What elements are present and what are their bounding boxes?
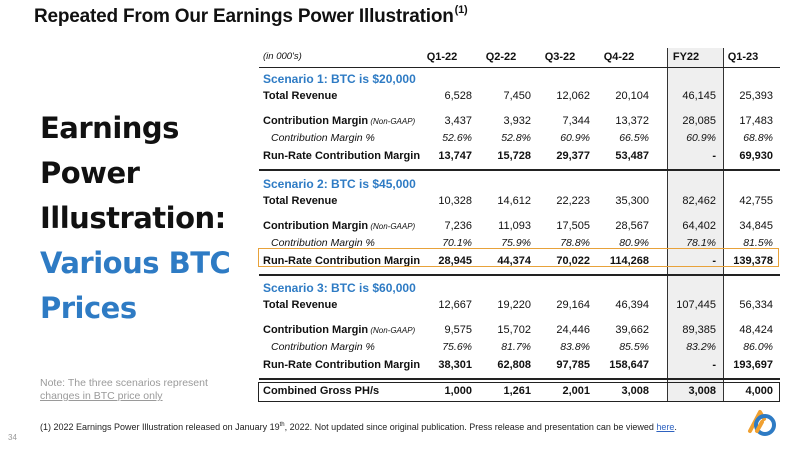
contribution-margin-row-cell: 11,093 [498, 220, 531, 232]
combined-row-box [258, 382, 780, 402]
contribution-margin-pct-row-cell: 60.9% [560, 132, 590, 144]
total-revenue-row-label: Total Revenue [263, 90, 338, 102]
contribution-margin-row [259, 219, 780, 235]
heading-line-3: Illustration: [40, 201, 226, 235]
contribution-margin-pct-row-label: Contribution Margin % [271, 132, 375, 144]
scenario-title-label: Scenario 1: BTC is $20,000 [263, 72, 416, 86]
combined-gross-phs-row-cell: 3,008 [621, 385, 649, 397]
total-revenue-row-label: Total Revenue [263, 195, 338, 207]
runrate-cm-row-label: Run-Rate Contribution Margin [263, 255, 421, 267]
contribution-margin-pct-row-cell: 78.8% [560, 237, 590, 249]
contribution-margin-row-label: Contribution Margin (Non-GAAP) [263, 115, 416, 127]
runrate-cm-row-cell: 15,728 [497, 150, 531, 162]
company-logo [744, 404, 778, 438]
table-divider [259, 274, 780, 276]
combined-gross-phs-row-cell: 4,000 [745, 385, 773, 397]
runrate-cm-row-cell: 28,945 [438, 255, 472, 267]
total-revenue-row-cell: 29,164 [556, 299, 590, 311]
contribution-margin-pct-row [259, 340, 780, 356]
contribution-margin-pct-row-cell: 60.9% [686, 132, 716, 144]
footnote: (1) 2022 Earnings Power Illustration released on January 19th, 2022. Not updated since original publication. Press release and presentation can be viewed here. [40, 422, 677, 432]
total-revenue-row-cell: 46,145 [682, 90, 716, 102]
total-revenue-row [259, 298, 780, 314]
table-divider [259, 378, 780, 380]
runrate-cm-row-cell: 158,647 [609, 359, 649, 371]
scenario-note: Note: The three scenarios represent changes in BTC price only [40, 377, 208, 402]
runrate-cm-row-cell: 114,268 [609, 255, 649, 267]
scenario-title-label: Scenario 3: BTC is $60,000 [263, 281, 416, 295]
slide-title: Repeated From Our Earnings Power Illustration$^{(1)}$ [34, 4, 468, 27]
total-revenue-row-cell: 35,300 [615, 195, 649, 207]
runrate-cm-row-cell: 139,378 [733, 255, 773, 267]
header-row-cell: FY22 [672, 51, 700, 63]
contribution-margin-row-cell: 13,372 [615, 115, 649, 127]
non-gaap-tag: (Non-GAAP) [368, 326, 416, 335]
title-footnote-marker: (1) [454, 4, 468, 16]
scenario-title-label: Scenario 2: BTC is $45,000 [263, 177, 416, 191]
header-row-cell: Q1-22 [426, 51, 458, 63]
total-revenue-row-cell: 20,104 [615, 90, 649, 102]
runrate-cm-row-label: Run-Rate Contribution Margin [263, 359, 421, 371]
contribution-margin-row-cell: 64,402 [682, 220, 716, 232]
combined-gross-phs-row-cell: 1,000 [444, 385, 472, 397]
contribution-margin-row-cell: 7,344 [562, 115, 590, 127]
contribution-margin-row-cell: 3,932 [503, 115, 531, 127]
section-heading [40, 106, 230, 331]
contribution-margin-pct-row-label: Contribution Margin % [271, 237, 375, 249]
contribution-margin-pct-row-cell: 80.9% [619, 237, 649, 249]
contribution-margin-pct-row-cell: 66.5% [619, 132, 649, 144]
contribution-margin-pct-row-cell: 83.2% [686, 341, 716, 353]
combined-gross-phs-row-cell: 2,001 [562, 385, 590, 397]
runrate-cm-row-cell: 44,374 [497, 255, 531, 267]
runrate-cm-row-cell: - [712, 255, 716, 267]
header-row [259, 50, 780, 66]
page-number: 34 [8, 433, 17, 442]
contribution-margin-row-cell: 9,575 [444, 324, 472, 336]
total-revenue-row [259, 194, 780, 210]
runrate-cm-row-cell: - [712, 150, 716, 162]
contribution-margin-pct-row-cell: 81.5% [743, 237, 773, 249]
combined-gross-phs-row-cell: 3,008 [688, 385, 716, 397]
contribution-margin-row [259, 323, 780, 339]
total-revenue-row-cell: 6,528 [444, 90, 472, 102]
runrate-cm-row-cell: 70,022 [556, 255, 590, 267]
scenario-title [259, 71, 780, 87]
total-revenue-row-label: Total Revenue [263, 299, 338, 311]
header-row-cell: Q1-23 [727, 51, 759, 63]
total-revenue-row-cell: 14,612 [497, 195, 531, 207]
runrate-cm-row [259, 149, 780, 165]
table-divider [259, 169, 780, 171]
runrate-cm-row-cell: 29,377 [556, 150, 590, 162]
contribution-margin-pct-row-label: Contribution Margin % [271, 341, 375, 353]
total-revenue-row-cell: 107,445 [676, 299, 716, 311]
total-revenue-row [259, 89, 780, 105]
total-revenue-row-cell: 82,462 [682, 195, 716, 207]
contribution-margin-pct-row-cell: 86.0% [743, 341, 773, 353]
header-row-cell: Q3-22 [544, 51, 576, 63]
heading-line-2: Power [40, 156, 140, 190]
contribution-margin-row-cell: 3,437 [444, 115, 472, 127]
contribution-margin-pct-row-cell: 70.1% [442, 237, 472, 249]
contribution-margin-pct-row [259, 131, 780, 147]
contribution-margin-pct-row-cell: 83.8% [560, 341, 590, 353]
contribution-margin-pct-row-cell: 81.7% [501, 341, 531, 353]
contribution-margin-row [259, 114, 780, 130]
contribution-margin-row-cell: 24,446 [556, 324, 590, 336]
runrate-cm-row-cell: 13,747 [438, 150, 472, 162]
runrate-cm-row-cell: 62,808 [497, 359, 531, 371]
contribution-margin-pct-row-cell: 78.1% [686, 237, 716, 249]
contribution-margin-row-cell: 15,702 [497, 324, 531, 336]
contribution-margin-row-cell: 7,236 [444, 220, 472, 232]
heading-line-4: Various BTC [40, 246, 231, 280]
total-revenue-row-cell: 25,393 [739, 90, 773, 102]
contribution-margin-row-cell: 28,085 [682, 115, 716, 127]
contribution-margin-row-cell: 34,845 [739, 220, 773, 232]
header-row-label: (in 000's) [263, 51, 302, 62]
contribution-margin-pct-row-cell: 52.6% [442, 132, 472, 144]
runrate-cm-row-cell: 38,301 [438, 359, 472, 371]
scenario-title [259, 280, 780, 296]
contribution-margin-row-cell: 39,662 [615, 324, 649, 336]
table-divider [259, 67, 780, 68]
combined-gross-phs-row-cell: 1,261 [503, 385, 531, 397]
press-release-link[interactable]: here [656, 422, 675, 432]
contribution-margin-row-cell: 17,483 [739, 115, 773, 127]
runrate-cm-row-cell: 193,697 [733, 359, 773, 371]
header-row-cell: Q4-22 [603, 51, 635, 63]
contribution-margin-row-cell: 89,385 [682, 324, 716, 336]
total-revenue-row-cell: 7,450 [503, 90, 531, 102]
header-row-cell: Q2-22 [485, 51, 517, 63]
total-revenue-row-cell: 22,223 [556, 195, 590, 207]
contribution-margin-row-cell: 17,505 [556, 220, 590, 232]
total-revenue-row-cell: 46,394 [615, 299, 649, 311]
contribution-margin-pct-row-cell: 52.8% [501, 132, 531, 144]
heading-line-5: Prices [40, 291, 137, 325]
contribution-margin-row-cell: 28,567 [615, 220, 649, 232]
contribution-margin-row-cell: 48,424 [739, 324, 773, 336]
runrate-cm-row [259, 358, 780, 374]
total-revenue-row-cell: 12,062 [556, 90, 590, 102]
contribution-margin-pct-row-cell: 68.8% [743, 132, 773, 144]
total-revenue-row-cell: 10,328 [438, 195, 472, 207]
total-revenue-row-cell: 56,334 [739, 299, 773, 311]
scenario2-runrate-highlight [258, 248, 779, 267]
runrate-cm-row-cell: - [712, 359, 716, 371]
total-revenue-row-cell: 42,755 [739, 195, 773, 207]
runrate-cm-row-cell: 69,930 [739, 150, 773, 162]
total-revenue-row-cell: 19,220 [497, 299, 531, 311]
total-revenue-row-cell: 12,667 [438, 299, 472, 311]
non-gaap-tag: (Non-GAAP) [368, 117, 416, 126]
runrate-cm-row-label: Run-Rate Contribution Margin [263, 150, 421, 162]
heading-line-1: Earnings [40, 111, 179, 145]
runrate-cm-row-cell: 97,785 [556, 359, 590, 371]
contribution-margin-pct-row-cell: 75.6% [442, 341, 472, 353]
contribution-margin-pct-row-cell: 75.9% [501, 237, 531, 249]
scenario-title [259, 176, 780, 192]
runrate-cm-row-cell: 53,487 [615, 150, 649, 162]
contribution-margin-pct-row-cell: 85.5% [619, 341, 649, 353]
non-gaap-tag: (Non-GAAP) [368, 222, 416, 231]
contribution-margin-row-label: Contribution Margin (Non-GAAP) [263, 324, 416, 336]
contribution-margin-row-label: Contribution Margin (Non-GAAP) [263, 220, 416, 232]
combined-gross-phs-row-label: Combined Gross PH/s [263, 385, 380, 397]
